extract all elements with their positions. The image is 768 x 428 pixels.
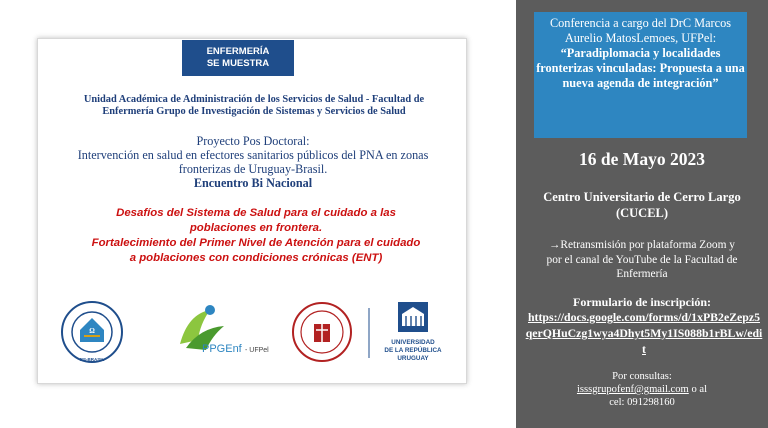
badge-line-1: ENFERMERÍA	[206, 46, 270, 57]
ppgenf-sub-text: - UFPel	[245, 347, 269, 354]
udelar-line-3: URUGUAY	[397, 355, 429, 362]
udelar-line-1: UNIVERSIDAD	[391, 339, 435, 346]
challenge-line-1: Desafíos del Sistema de Salud para el cuidado a las poblaciones en frontera.	[116, 207, 396, 234]
badge-line-2: SE MUESTRA	[206, 58, 270, 69]
conference-talk-title: “Paradiplomacia y localidades fronterizas vinculadas: Propuesta a una nueva agenda de integración”	[536, 46, 745, 90]
event-name: Encuentro Bi Nacional	[193, 176, 313, 190]
ufpel-logo	[62, 302, 122, 362]
challenge-line-2: Fortalecimiento del Primer Nivel de Atención para el cuidado a poblaciones con condiciones crónicas (ENT)	[91, 237, 421, 264]
contact-separator: o al	[688, 384, 708, 395]
unit-heading: Unidad Académica de Administración de los Servicios de Salud - Facultad de Enfermería Grupo de Investigación de Sistemas y Servicios de Salud	[83, 94, 425, 117]
contact-phone: cel: 091298160	[609, 397, 675, 408]
logos-row	[60, 300, 450, 364]
ppgenf-main-text: PPGEnf	[202, 343, 242, 355]
contact-email-link[interactable]: isssgrupofenf@gmail.com	[576, 384, 689, 395]
project-title: Proyecto Pos Doctoral:	[196, 134, 310, 148]
udelar-logo	[384, 302, 442, 362]
contact-label: Por consultas:	[612, 371, 672, 382]
event-venue: Centro Universitario de Cerro Largo (CUCEL)	[543, 190, 741, 220]
ppgenf-logo	[180, 305, 269, 355]
project-block	[65, 134, 441, 190]
enfermeria-badge	[182, 40, 294, 76]
svg-text:Ω: Ω	[89, 327, 95, 335]
challenges-block	[88, 206, 424, 266]
udelar-line-2: DE LA REPÚBLICA	[384, 347, 442, 354]
project-description: Intervención en salud en efectores sanitarios públicos del PNA en zonas fronterizas de Uruguay-Brasil.	[77, 148, 429, 176]
broadcast-info: →Retransmisión por plataforma Zoom y por el canal de YouTube de la Facultad de Enfermería	[546, 239, 738, 280]
facultad-enfermeria-seal	[293, 303, 351, 361]
contact-email-line	[540, 383, 744, 396]
conference-box	[534, 12, 747, 138]
contact-block	[540, 370, 744, 409]
ufpel-bottom-text: RS-BRASIL	[79, 357, 105, 362]
conference-intro: Conferencia a cargo del DrC Marcos Aurelio MatosLemoes, UFPel:	[549, 16, 732, 45]
form-title: Formulario de inscripción:	[573, 295, 711, 309]
event-date: 16 de Mayo 2023	[579, 149, 705, 169]
registration-form-link[interactable]: https://docs.google.com/forms/d/1xPB2eZepz5qerQHuCzg1wya4Dhyt5My1IS088b1rBLw/edit	[525, 310, 763, 356]
